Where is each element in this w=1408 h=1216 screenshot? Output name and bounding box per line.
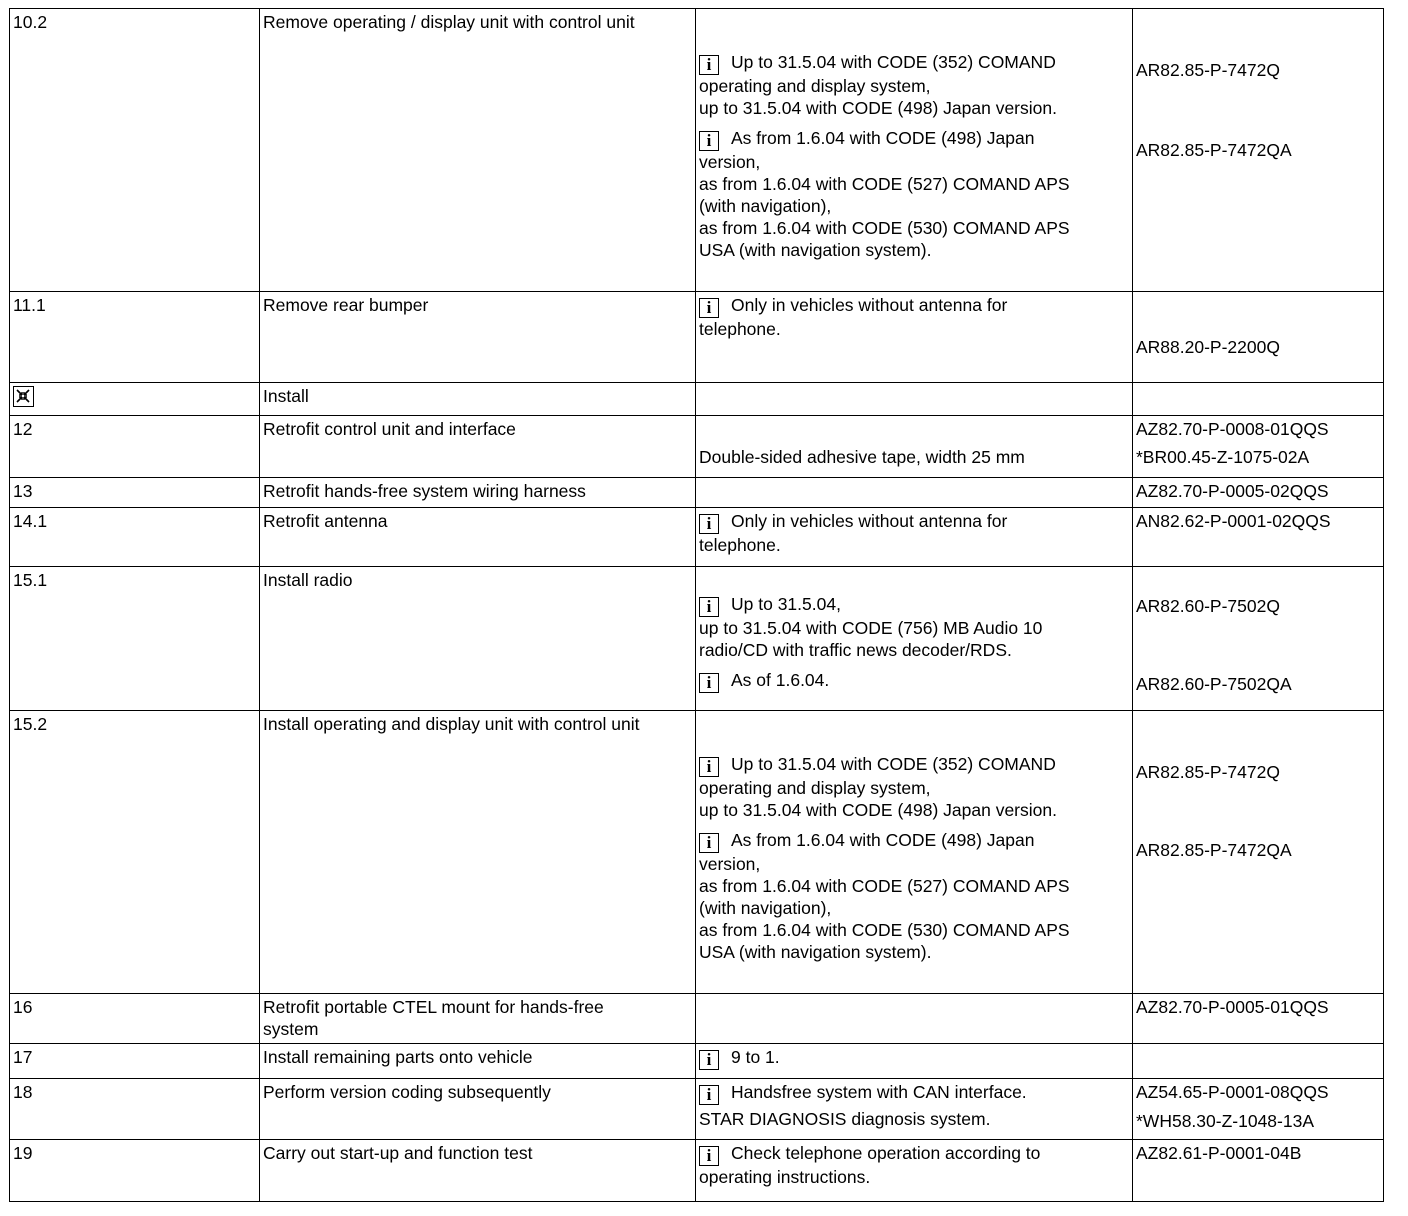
info-note: i As from 1.6.04 with CODE (498) Japan version, as from 1.6.04 with CODE (527) COMAND APS (with navigation), as from 1.6.04 with CODE (530) COMAND APS USA (with navigation system). bbox=[699, 830, 1070, 962]
info-icon: i bbox=[699, 1146, 719, 1166]
step-cell: 15.2 bbox=[10, 711, 260, 994]
action-cell: Retrofit hands-free system wiring harness bbox=[260, 478, 696, 508]
step-cell: 12 bbox=[10, 416, 260, 478]
reference-cell bbox=[1133, 383, 1384, 416]
step-cell bbox=[10, 383, 260, 416]
info-note: i Only in vehicles without antenna for telephone. bbox=[699, 295, 1008, 339]
reference-cell bbox=[1133, 1079, 1384, 1140]
step-cell: 13 bbox=[10, 478, 260, 508]
reference-cell bbox=[1133, 9, 1384, 292]
info-note: i 9 to 1. bbox=[699, 1046, 1129, 1070]
reference-link[interactable]: AZ54.65-P-0001-08QQS bbox=[1136, 1082, 1329, 1102]
reference-link[interactable]: *WH58.30-Z-1048-13A bbox=[1136, 1111, 1314, 1131]
info-note: i Only in vehicles without antenna for telephone. bbox=[699, 511, 1008, 555]
note-cell bbox=[696, 1140, 1133, 1202]
note-cell bbox=[696, 292, 1133, 383]
table-row bbox=[10, 1140, 1384, 1202]
info-icon: i bbox=[699, 131, 719, 151]
info-note: i Up to 31.5.04, up to 31.5.04 with CODE (756) MB Audio 10 radio/CD with traffic news decoder/RDS. bbox=[699, 594, 1043, 660]
table-row bbox=[10, 383, 1384, 416]
reference-link[interactable]: AZ82.70-P-0005-01QQS bbox=[1136, 997, 1329, 1017]
table-row bbox=[10, 508, 1384, 567]
info-icon: i bbox=[699, 1050, 719, 1070]
table-row bbox=[10, 9, 1384, 292]
info-note: i Up to 31.5.04 with CODE (352) COMAND operating and display system, up to 31.5.04 with CODE (498) Japan version. bbox=[699, 52, 1057, 118]
step-cell: 14.1 bbox=[10, 508, 260, 567]
reference-cell bbox=[1133, 508, 1384, 567]
action-cell: Install remaining parts onto vehicle bbox=[260, 1044, 696, 1079]
action-cell: Install radio bbox=[260, 567, 696, 711]
reference-cell bbox=[1133, 994, 1384, 1044]
table-row bbox=[10, 711, 1384, 994]
step-cell: 15.1 bbox=[10, 567, 260, 711]
procedure-table bbox=[9, 8, 1384, 1202]
info-icon: i bbox=[699, 833, 719, 853]
reference-link[interactable]: AZ82.70-P-0005-02QQS bbox=[1136, 481, 1329, 501]
note-cell bbox=[696, 416, 1133, 478]
note-cell bbox=[696, 508, 1133, 567]
note-cell bbox=[696, 711, 1133, 994]
reference-link[interactable]: AR82.60-P-7502QA bbox=[1136, 674, 1292, 694]
action-cell: Retrofit control unit and interface bbox=[260, 416, 696, 478]
info-note: i Check telephone operation according to operating instructions. bbox=[699, 1143, 1041, 1187]
note-cell bbox=[696, 567, 1133, 711]
reference-link[interactable]: AR82.85-P-7472Q bbox=[1136, 762, 1280, 782]
note-cell bbox=[696, 9, 1133, 292]
table-row bbox=[10, 1044, 1384, 1079]
reference-link[interactable]: AR82.85-P-7472QA bbox=[1136, 840, 1292, 860]
table-row bbox=[10, 1079, 1384, 1140]
info-icon: i bbox=[699, 298, 719, 318]
table-row bbox=[10, 478, 1384, 508]
step-cell: 11.1 bbox=[10, 292, 260, 383]
reference-link[interactable]: AR88.20-P-2200Q bbox=[1136, 337, 1280, 357]
note-cell bbox=[696, 1044, 1133, 1079]
plain-note: STAR DIAGNOSIS diagnosis system. bbox=[699, 1109, 991, 1129]
table-row bbox=[10, 292, 1384, 383]
action-cell: Install bbox=[260, 383, 696, 416]
reference-link[interactable]: AZ82.61-P-0001-04B bbox=[1136, 1143, 1302, 1163]
step-cell: 10.2 bbox=[10, 9, 260, 292]
install-symbol-icon bbox=[13, 386, 34, 407]
reference-cell bbox=[1133, 567, 1384, 711]
action-cell: Retrofit portable CTEL mount for hands-free system bbox=[260, 994, 696, 1044]
reference-cell bbox=[1133, 1140, 1384, 1202]
action-cell: Carry out start-up and function test bbox=[260, 1140, 696, 1202]
info-icon: i bbox=[699, 1085, 719, 1105]
plain-note: Double-sided adhesive tape, width 25 mm bbox=[699, 447, 1025, 467]
step-cell: 16 bbox=[10, 994, 260, 1044]
table-row bbox=[10, 416, 1384, 478]
table-row bbox=[10, 567, 1384, 711]
reference-cell bbox=[1133, 1044, 1384, 1079]
info-note: i Handsfree system with CAN interface. bbox=[699, 1081, 1129, 1105]
note-cell bbox=[696, 994, 1133, 1044]
note-cell bbox=[696, 1079, 1133, 1140]
info-icon: i bbox=[699, 673, 719, 693]
action-cell: Remove operating / display unit with control unit bbox=[260, 9, 696, 292]
reference-link[interactable]: AZ82.70-P-0008-01QQS bbox=[1136, 419, 1329, 439]
note-cell bbox=[696, 478, 1133, 508]
reference-link[interactable]: AR82.85-P-7472QA bbox=[1136, 140, 1292, 160]
action-cell: Install operating and display unit with control unit bbox=[260, 711, 696, 994]
action-cell: Retrofit antenna bbox=[260, 508, 696, 567]
info-icon: i bbox=[699, 514, 719, 534]
step-cell: 17 bbox=[10, 1044, 260, 1079]
info-note: i As of 1.6.04. bbox=[699, 669, 1129, 693]
info-note: i As from 1.6.04 with CODE (498) Japan version, as from 1.6.04 with CODE (527) COMAND APS (with navigation), as from 1.6.04 with CODE (530) COMAND APS USA (with navigation system). bbox=[699, 128, 1070, 260]
reference-link[interactable]: AR82.60-P-7502Q bbox=[1136, 596, 1280, 616]
reference-link[interactable]: *BR00.45-Z-1075-02A bbox=[1136, 447, 1310, 467]
reference-link[interactable]: AR82.85-P-7472Q bbox=[1136, 60, 1280, 80]
step-cell: 19 bbox=[10, 1140, 260, 1202]
reference-cell bbox=[1133, 292, 1384, 383]
note-cell bbox=[696, 383, 1133, 416]
info-icon: i bbox=[699, 597, 719, 617]
info-note: i Up to 31.5.04 with CODE (352) COMAND operating and display system, up to 31.5.04 with CODE (498) Japan version. bbox=[699, 754, 1057, 820]
step-cell: 18 bbox=[10, 1079, 260, 1140]
reference-cell bbox=[1133, 416, 1384, 478]
action-cell: Perform version coding subsequently bbox=[260, 1079, 696, 1140]
reference-link[interactable]: AN82.62-P-0001-02QQS bbox=[1136, 511, 1331, 531]
reference-cell bbox=[1133, 478, 1384, 508]
info-icon: i bbox=[699, 757, 719, 777]
info-icon: i bbox=[699, 55, 719, 75]
table-row bbox=[10, 994, 1384, 1044]
reference-cell bbox=[1133, 711, 1384, 994]
action-cell: Remove rear bumper bbox=[260, 292, 696, 383]
